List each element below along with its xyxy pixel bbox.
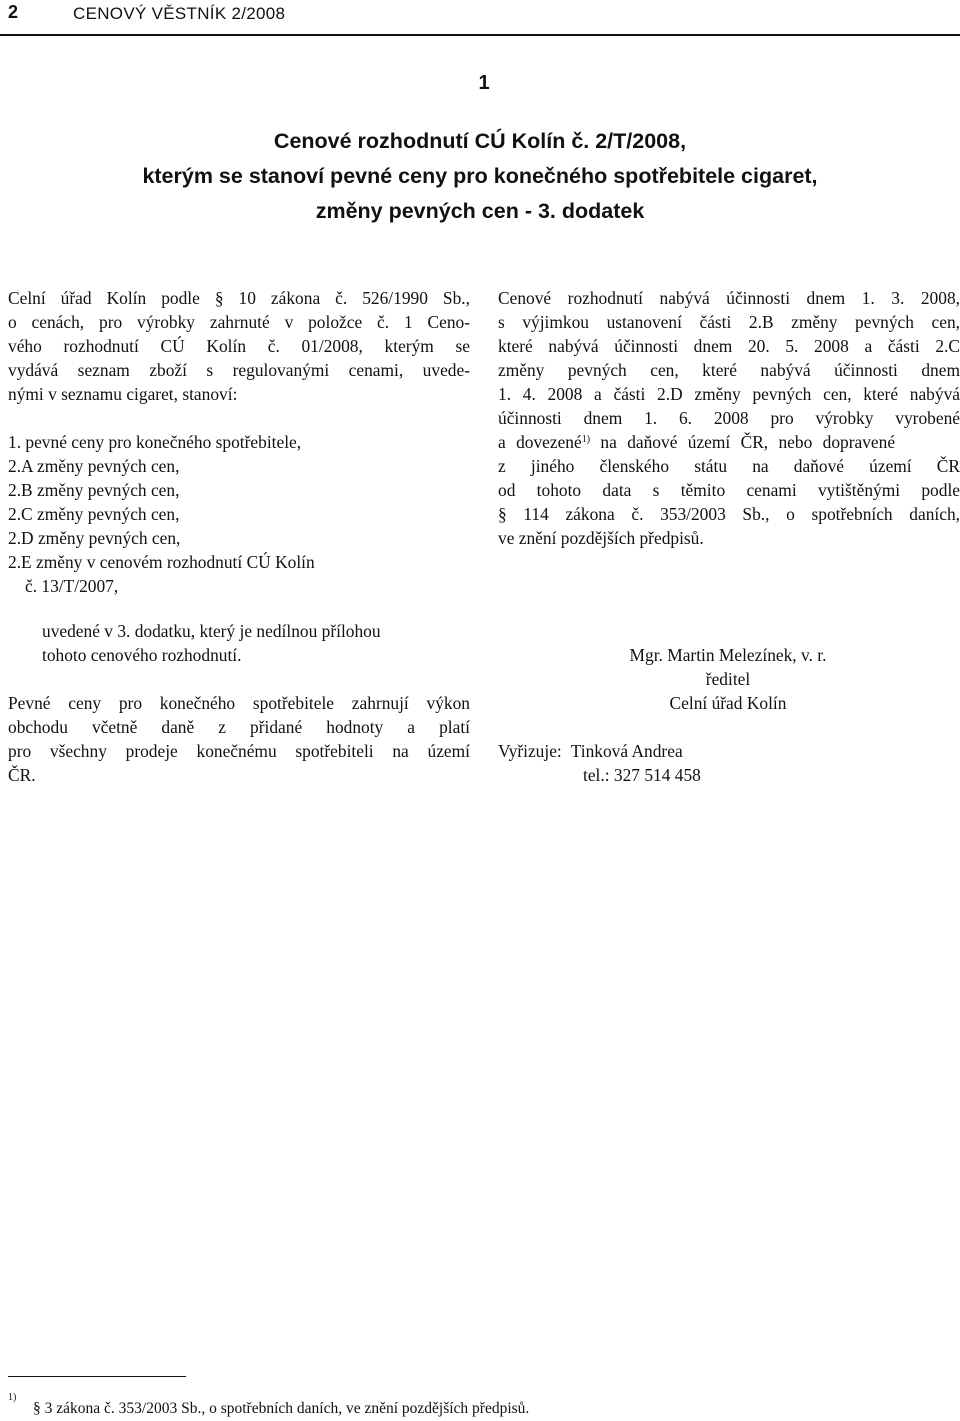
signer-name: Mgr. Martin Melezínek, v. r.	[629, 645, 827, 665]
text-line: uvedené v 3. dodatku, který je nedílnou přílohou	[42, 621, 381, 641]
text-line: Cenové rozhodnutí nabývá účinnosti dnem 1. 3. 2008,	[498, 288, 960, 308]
text-line: s výjimkou ustanovení části 2.B změny pevných cen,	[498, 312, 960, 332]
list-item: č. 13/T/2007,	[25, 576, 119, 596]
signer-role: ředitel	[705, 669, 751, 689]
text-fragment: a dovezené	[498, 432, 582, 452]
title-line: Cenové rozhodnutí CÚ Kolín č. 2/T/2008,	[273, 129, 687, 153]
text-line: z jiného členského státu na daňové území ČR	[498, 456, 960, 476]
title-line: změny pevných cen - 3. dodatek	[315, 199, 645, 223]
title-line: kterým se stanoví pevné ceny pro konečného spotřebitele cigaret,	[142, 164, 818, 188]
text-line: obchodu včetně daně z přidané hodnoty a platí	[8, 717, 470, 737]
list-item: 2.B změny pevných cen,	[8, 480, 180, 500]
text-line: ČR.	[8, 765, 36, 785]
list-item: 2.A změny pevných cen,	[8, 456, 180, 476]
decision-number: 1	[478, 72, 490, 94]
price-paragraph	[8, 691, 470, 787]
text-line: nými v seznamu cigaret, stanoví:	[8, 384, 238, 404]
contact-phone: tel.: 327 514 458	[583, 765, 701, 785]
text-line: změny pevných cen, které nabývá účinnosti dnem	[498, 360, 960, 380]
list-item: 2.E změny v cenovém rozhodnutí CÚ Kolín	[8, 552, 315, 572]
text-line: Celní úřad Kolín podle § 10 zákona č. 526/1990 Sb.,	[8, 288, 470, 308]
effect-paragraph	[498, 286, 960, 550]
footnote-text: § 3 zákona č. 353/2003 Sb., o spotřebních daních, ve znění pozdějších předpisů.	[33, 1400, 530, 1417]
text-line: které nabývá účinnosti dnem 20. 5. 2008 a části 2.C	[498, 336, 960, 356]
contact-line	[498, 739, 798, 763]
text-line: tohoto cenového rozhodnutí.	[42, 645, 242, 665]
contact-person: Tinková Andrea	[570, 741, 683, 761]
list-item: 2.D změny pevných cen,	[8, 528, 181, 548]
text-line: od tohoto data s těmito cenami vytištěnými podle	[498, 480, 960, 500]
text-line: vého rozhodnutí CÚ Kolín č. 01/2008, kterým se	[8, 336, 470, 356]
page-number: 2	[8, 2, 19, 22]
footnote-ref: 1)	[581, 434, 591, 445]
text-line: o cenách, pro výrobky zahrnuté v položce č. 1 Ceno-	[8, 312, 470, 332]
page-header	[0, 0, 960, 36]
text-line: § 114 zákona č. 353/2003 Sb., o spotřebních daních,	[498, 504, 960, 524]
signature-block	[560, 643, 896, 715]
text-line: vydává seznam zboží s regulovanými cenami, uvede-	[8, 360, 470, 380]
signer-office: Celní úřad Kolín	[669, 693, 787, 713]
text-fragment: na daňové území ČR, nebo dopravené	[590, 432, 896, 452]
list-item: 1. pevné ceny pro konečného spotřebitele,	[8, 432, 302, 452]
footnote-mark: 1)	[8, 1392, 17, 1403]
footnote-divider	[8, 1376, 186, 1377]
text-line: 1. 4. 2008 a části 2.D změny pevných cen, které nabývá	[498, 384, 960, 404]
contact-label: Vyřizuje:	[498, 741, 562, 761]
text-line	[498, 430, 960, 454]
text-line: účinnosti dnem 1. 6. 2008 pro výrobky vyrobené	[498, 408, 960, 428]
list-item: 2.C změny pevných cen,	[8, 504, 180, 524]
document-title	[0, 124, 960, 229]
journal-title: CENOVÝ VĚSTNÍK 2/2008	[73, 4, 286, 23]
intro-paragraph	[8, 286, 470, 406]
items-list	[8, 430, 470, 598]
text-line: pro všechny prodeje konečnému spotřebiteli na území	[8, 741, 470, 761]
text-line: ve znění pozdějších předpisů.	[498, 528, 704, 548]
contact-block	[498, 739, 798, 787]
annex-note	[8, 619, 470, 667]
text-line: Pevné ceny pro konečného spotřebitele zahrnují výkon	[8, 693, 470, 713]
